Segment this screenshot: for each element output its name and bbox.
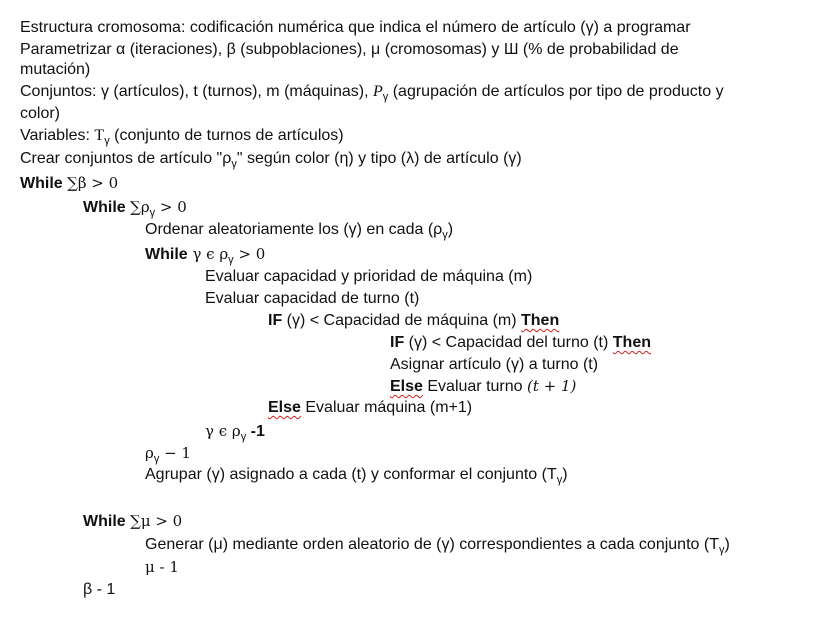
line-sets-cont: color)	[20, 105, 61, 122]
line-decrement-beta: β - 1	[83, 581, 116, 598]
line-create-sets: Crear conjuntos de artículo "$\rho_\gamma$" según color (η) y tipo (λ) de artículo (γ)	[20, 150, 522, 171]
line-random-order: Ordenar aleatoriamente los (γ) en cada $(\rho_\gamma)$	[145, 221, 454, 242]
if-machine-capacity: IF (γ) < Capacidad de máquina (m) Then	[268, 312, 560, 329]
line-variables: Variables: $T_\gamma$ (conjunto de turnos de artículos)	[20, 127, 344, 148]
while-article-sets: While $\sum\rho_\gamma > 0$	[83, 198, 187, 220]
line-sets: Conjuntos: γ (artículos), t (turnos), m (máquinas), $P_\gamma$ (agrupación de artículos por tipo de producto y	[20, 83, 724, 104]
line-generate-chromosomes: Generar (μ) mediante orden aleatorio de (γ) correspondientes a cada conjunto $(T_\gamma)$	[145, 536, 730, 557]
line-eval-machine: Evaluar capacidad y prioridad de máquina (m)	[205, 268, 533, 285]
line-group-set: Agrupar (γ) asignado a cada (t) y conformar el conjunto $(T_\gamma)$	[145, 466, 568, 487]
line-eval-shift: Evaluar capacidad de turno (t)	[205, 290, 420, 307]
line-parameters-cont: mutación)	[20, 61, 91, 78]
if-shift-capacity: IF (γ) < Capacidad del turno (t) Then	[390, 334, 651, 351]
else-eval-shift: Else Evaluar turno (t + 1)	[390, 377, 577, 395]
line-decrement-mu: μ - 1	[145, 558, 179, 576]
else-eval-machine: Else Evaluar máquina (m+1)	[268, 399, 473, 416]
line-chromosome-structure: Estructura cromosoma: codificación numérica que indica el número de artículo (γ) a programar	[20, 19, 691, 36]
while-subpopulations: While ∑β > 0	[20, 174, 119, 192]
line-assign-article: Asignar artículo (γ) a turno (t)	[390, 356, 599, 373]
line-decrement-articles: γ ϵ $\rho_\gamma$ -1	[205, 422, 265, 444]
while-chromosomes: While ∑μ > 0	[83, 512, 183, 530]
while-articles-in-set: While γ ϵ $\rho_\gamma > 0$	[145, 245, 266, 267]
line-parameters: Parametrizar α (iteraciones), β (subpoblaciones), μ (cromosomas) y Ш (% de probabilidad de	[20, 41, 679, 58]
line-decrement-set: $\rho_\gamma - 1$	[145, 444, 191, 466]
